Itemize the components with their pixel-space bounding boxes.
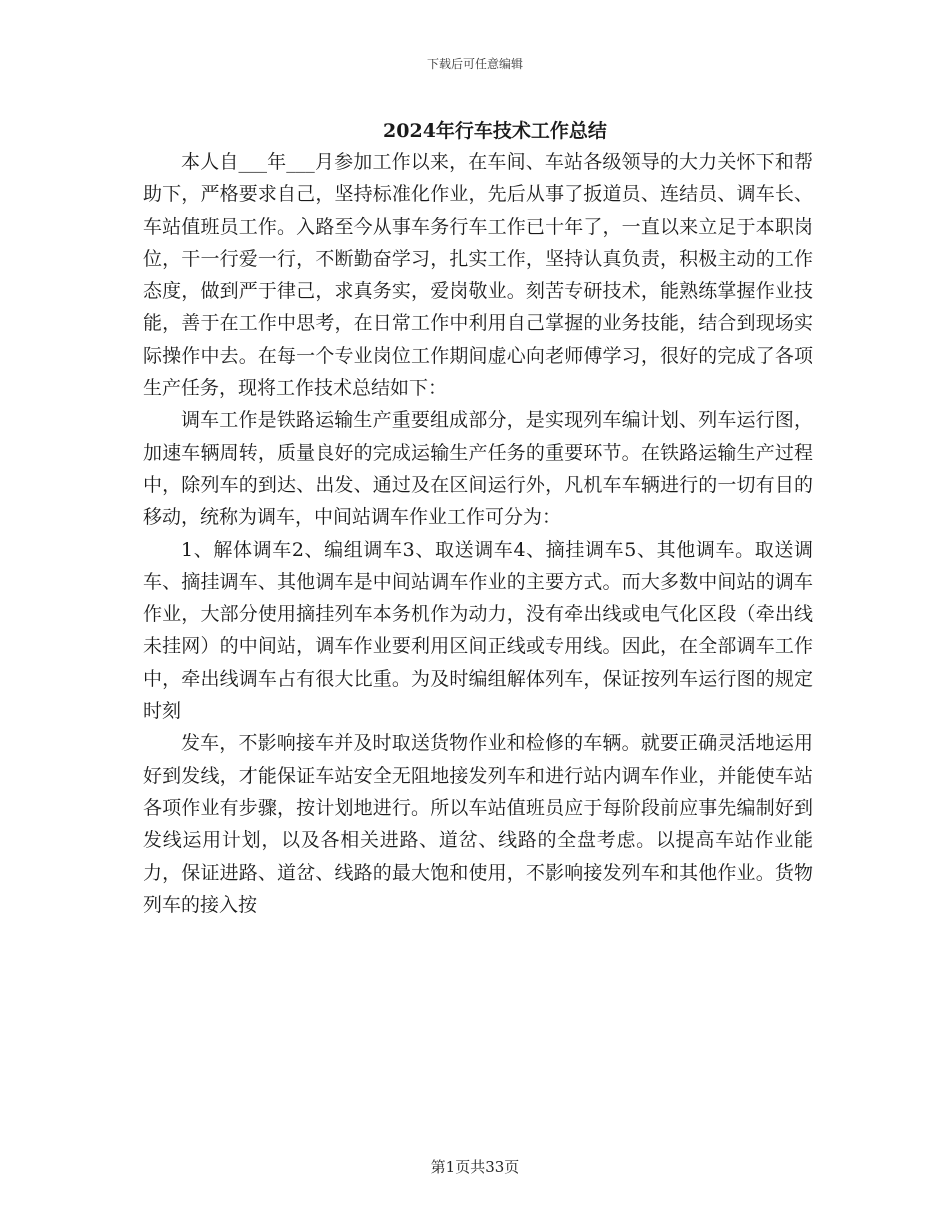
header-note: 下载后可任意编辑 [426,57,523,71]
paragraph: 1、解体调车2、编组调车3、取送调车4、摘挂调车5、其他调车。取送调车、摘挂调车、其他调车是中间站调车作业的主要方式。而大多数中间站的调车作业，大部分使用摘挂列车本务机作为动力，没有牵出线或电气化区段（牵出线未挂网）的中间站，调车作业要利用区间正线或专用线。因此，在全部调车工作中，牵出线调车占有很大比重。为及时编组解体列车，保证按列车运行图的规定时刻 [143,538,813,723]
paragraph: 调车工作是铁路运输生产重要组成部分，是实现列车编计划、列车运行图，加速车辆周转，质量良好的完成运输生产任务的重要环节。在铁路运输生产过程中，除列车的到达、出发、通过及在区间运行外，凡机车车辆进行的一切有目的移动，统称为调车，中间站调车作业工作可分为： [143,409,813,529]
paragraph: 发车，不影响接车并及时取送货物作业和检修的车辆。就要正确灵活地运用好到发线，才能保证车站安全无阻地接发列车和进行站内调车作业，并能使车站各项作业有步骤，按计划地进行。所以车站值班员应于每阶段前应事先编制好到发线运用计划，以及各相关进路、道岔、线路的全盘考虑。以提高车站作业能力，保证进路、道岔、线路的最大饱和使用，不影响接发列车和其他作业。货物列车的接入按 [143,732,813,916]
page-number: 第1页共33页 [430,1158,520,1176]
document-title: 2024年行车技术工作总结 [383,120,607,142]
document-body [143,146,813,921]
paragraph: 本人自___年___月参加工作以来，在车间、车站各级领导的大力关怀下和帮助下，严格要求自己，坚持标准化作业，先后从事了扳道员、连结员、调车长、车站值班员工作。入路至今从事车务行车工作已十年了，一直以来立足于本职岗位，干一行爱一行，不断勤奋学习，扎实工作，坚持认真负责，积极主动的工作态度，做到严于律己，求真务实，爱岗敬业。刻苦专研技术，能熟练掌握作业技能，善于在工作中思考，在日常工作中利用自己掌握的业务技能，结合到现场实际操作中去。在每一个专业岗位工作期间虚心向老师傅学习，很好的完成了各项生产任务，现将工作技术总结如下： [143,151,813,400]
